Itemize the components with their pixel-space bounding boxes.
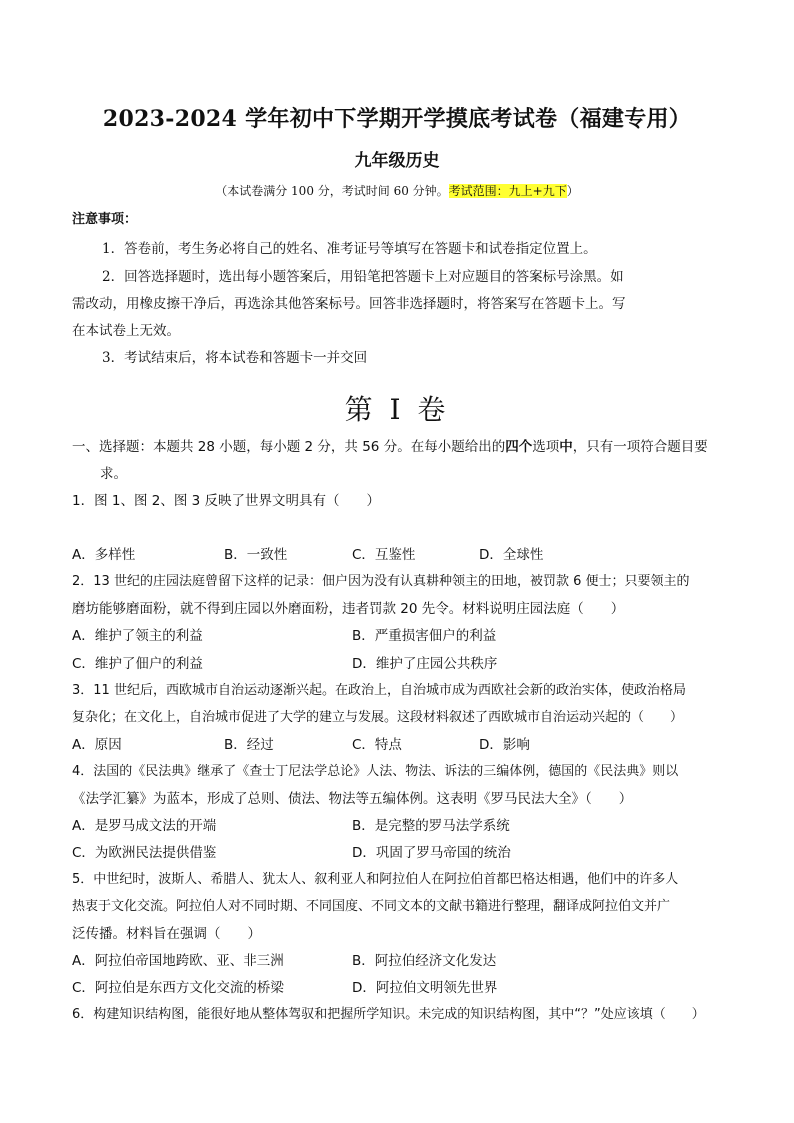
notice-item-3: 3．考试结束后，将本试卷和答题卡一并交回 <box>102 350 368 366</box>
question-4-option-d: D．巩固了罗马帝国的统治 <box>352 845 511 861</box>
question-2-option-a: A．维护了领主的利益 <box>72 628 203 644</box>
exam-info-suffix: ） <box>566 184 579 198</box>
instr-mid: 选项 <box>532 439 560 455</box>
question-2-option-b: B．严重损害佃户的利益 <box>352 628 497 644</box>
question-3-stem-line-1: 3．11 世纪后，西欧城市自治运动逐渐兴起。在政治上，自治城市成为西欧社会新的政治实体，使政治格局 <box>72 683 686 698</box>
question-4-stem-line-2: 《法学汇纂》为蓝本，形成了总则、债法、物法等五编体例。这表明《罗马民法大全》（ ） <box>72 791 633 807</box>
question-3-stem-line-2: 复杂化；在文化上，自治城市促进了大学的建立与发展。这段材料叙述了西欧城市自治运动兴起的（ ） <box>72 710 684 725</box>
question-4-option-b: B．是完整的罗马法学系统 <box>352 818 510 834</box>
question-2-option-d: D．维护了庄园公共秩序 <box>352 656 498 672</box>
question-5-stem-line-2: 热衷于文化交流。阿拉伯人对不同时期、不同国度、不同文本的文献书籍进行整理，翻译成阿拉伯文并广 <box>72 899 671 914</box>
question-3-option-a: A．原因 <box>72 737 122 753</box>
exam-title: 2023-2024 学年初中下学期开学摸底考试卷（福建专用） <box>102 106 692 132</box>
exam-info-line <box>0 182 794 199</box>
question-5-option-c: C．阿拉伯是东西方文化交流的桥梁 <box>72 980 284 996</box>
question-3-option-d: D．影响 <box>479 737 530 753</box>
question-6-stem-line-1: 6．构建知识结构图，能很好地从整体驾驭和把握所学知识。未完成的知识结构图，其中“？”处应该填（ ） <box>72 1007 705 1022</box>
question-2-option-c: C．维护了佃户的利益 <box>72 656 203 672</box>
section-title: 第 I 卷 <box>344 393 450 426</box>
section-instructions <box>72 435 708 455</box>
question-4-stem-line-1: 4．法国的《民法典》继承了《查士丁尼法学总论》人法、物法、诉法的三编体例，德国的《民法典》则以 <box>72 764 679 779</box>
question-3-option-c: C．特点 <box>352 737 402 753</box>
notice-item-2-line-3: 在本试卷上无效。 <box>72 323 180 339</box>
question-1-option-b: B．一致性 <box>224 547 288 563</box>
exam-scope-highlight: 考试范围：九上+九下 <box>448 184 567 198</box>
question-4-option-a: A．是罗马成文法的开端 <box>72 818 217 834</box>
question-5-option-d: D．阿拉伯文明领先世界 <box>352 980 498 996</box>
question-3-option-b: B．经过 <box>224 737 274 753</box>
notice-item-2-line-1: 2．回答选择题时，选出每小题答案后，用铅笔把答题卡上对应题目的答案标号涂黑。如 <box>102 269 624 285</box>
question-5-option-b: B．阿拉伯经济文化发达 <box>352 953 497 969</box>
question-1-stem: 1．图 1、图 2、图 3 反映了世界文明具有（ ） <box>72 493 381 509</box>
question-2-stem-line-1: 2．13 世纪的庄园法庭曾留下这样的记录：佃户因为没有认真耕种领主的田地，被罚款 6 便士；只要领主的 <box>72 574 690 589</box>
question-1-option-d: D．全球性 <box>479 547 544 563</box>
question-1-option-a: A．多样性 <box>72 547 136 563</box>
exam-info-prefix: （本试卷满分 100 分，考试时间 60 分钟。 <box>215 184 449 198</box>
notice-item-2-line-2: 需改动，用橡皮擦干净后，再选涂其他答案标号。回答非选择题时，将答案写在答题卡上。写 <box>72 296 626 312</box>
instr-bold-1: 四个 <box>505 439 533 455</box>
notice-heading: 注意事项： <box>72 212 138 227</box>
instr-suffix: ，只有一项符合题目要 <box>572 439 708 455</box>
exam-subtitle: 九年级历史 <box>354 151 440 171</box>
section-instructions-line-2: 求。 <box>100 466 127 482</box>
instr-bold-2: 中 <box>559 439 573 455</box>
question-5-option-a: A．阿拉伯帝国地跨欧、亚、非三洲 <box>72 953 284 969</box>
instr-prefix: 一、选择题：本题共 28 小题，每小题 2 分，共 56 分。在每小题给出的 <box>72 439 506 455</box>
question-4-option-c: C．为欧洲民法提供借鉴 <box>72 845 217 861</box>
question-5-stem-line-3: 泛传播。材料旨在强调（ ） <box>72 926 261 942</box>
question-2-stem-line-2: 磨坊能够磨面粉，就不得到庄园以外磨面粉，违者罚款 20 先令。材料说明庄园法庭（ ） <box>72 601 625 617</box>
notice-item-1: 1．答卷前，考生务必将自己的姓名、准考证号等填写在答题卡和试卷指定位置上。 <box>102 241 597 257</box>
question-5-stem-line-1: 5．中世纪时，波斯人、希腊人、犹太人、叙利亚人和阿拉伯人在阿拉伯首都巴格达相遇，他们中的许多人 <box>72 872 679 887</box>
question-1-option-c: C．互鉴性 <box>352 547 416 563</box>
